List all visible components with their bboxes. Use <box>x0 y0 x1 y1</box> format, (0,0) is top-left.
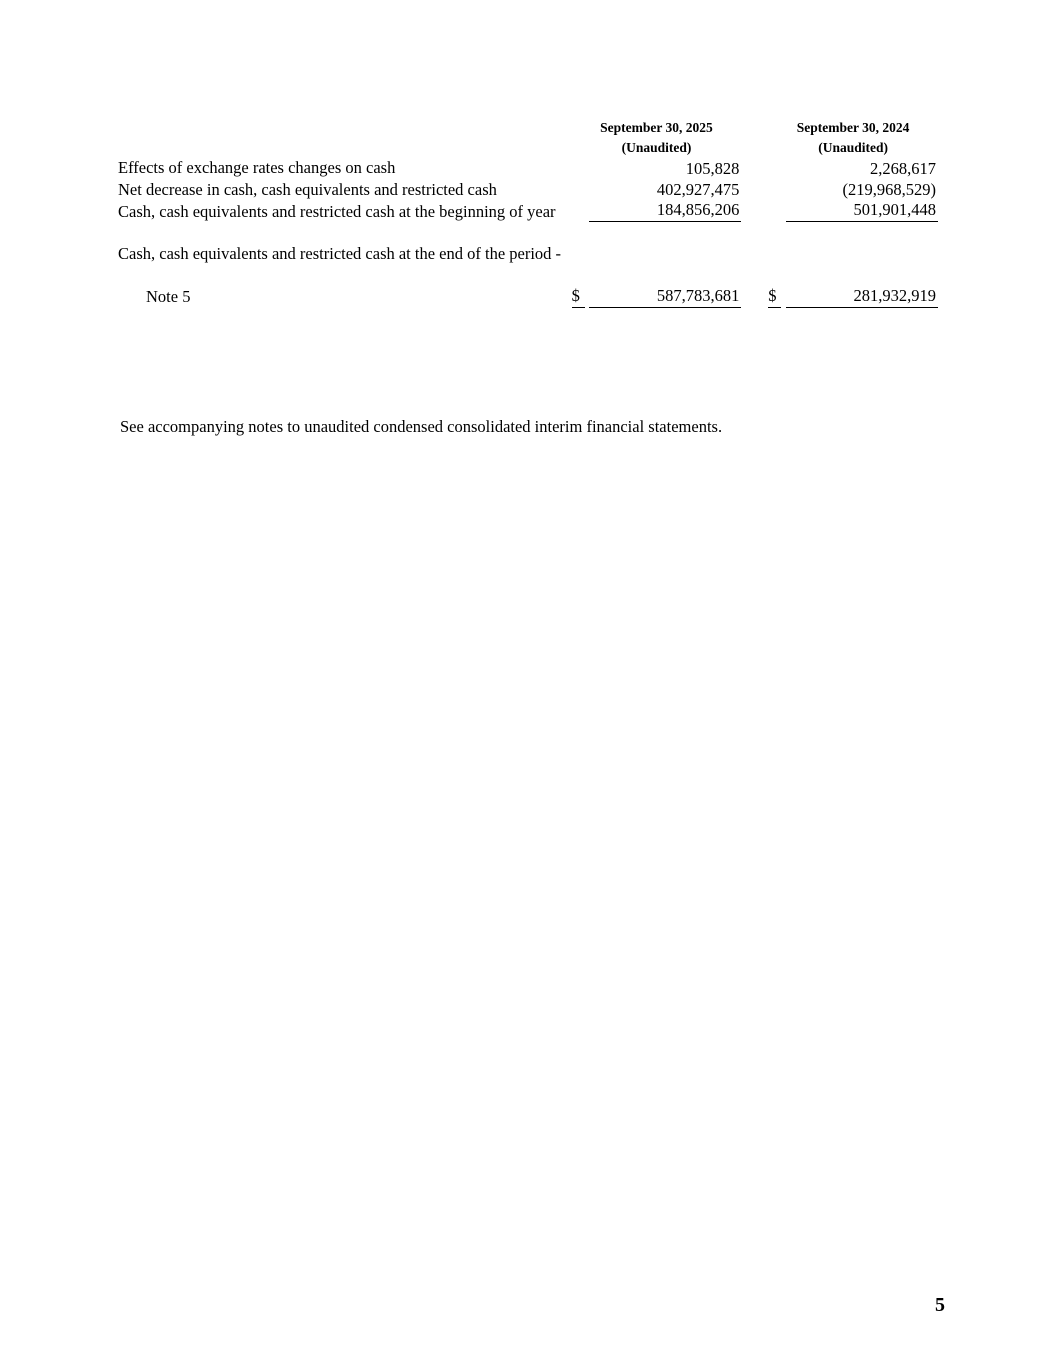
row-currency-2025-text: $ <box>572 286 585 308</box>
row-value-2024 <box>786 222 938 308</box>
column-header-2024 <box>768 118 938 157</box>
row-label: Cash, cash equivalents and restricted cash at the beginning of year <box>118 201 556 221</box>
header-spacer <box>741 118 768 157</box>
row-spacer <box>741 222 768 308</box>
row-spacer <box>741 157 768 178</box>
column-header-2025 <box>572 118 742 157</box>
row-value-2024 <box>786 179 938 200</box>
financial-table <box>118 118 938 308</box>
table-row <box>118 179 938 200</box>
row-label-total-line2: Note 5 <box>146 287 191 307</box>
row-value-2025 <box>589 200 741 222</box>
row-value-2025-text: 587,783,681 <box>589 286 741 308</box>
row-currency-2024 <box>768 200 786 222</box>
column-header-2024-date: September 30, 2024 <box>796 120 910 135</box>
column-header-2025-status: (Unaudited) <box>621 139 692 155</box>
row-value-2025 <box>589 222 741 308</box>
row-currency-2024 <box>768 157 786 178</box>
row-label: Net decrease in cash, cash equivalents and restricted cash <box>118 179 497 199</box>
row-value-2024 <box>786 157 938 178</box>
row-currency-2024 <box>768 222 786 308</box>
footnote-text: See accompanying notes to unaudited condensed consolidated interim financial statements. <box>120 417 723 436</box>
row-spacer <box>741 179 768 200</box>
row-currency-2025 <box>572 157 590 178</box>
page-number: 5 <box>935 1294 945 1316</box>
row-value-2024-text: (219,968,529) <box>842 180 936 199</box>
row-currency-2025 <box>572 222 590 308</box>
row-value-2025-text: 184,856,206 <box>589 200 741 222</box>
row-value-2025 <box>589 157 741 178</box>
cash-flow-statement-table <box>118 118 938 308</box>
row-spacer <box>741 200 768 222</box>
row-value-2025-text: 402,927,475 <box>656 180 740 199</box>
row-currency-2025 <box>572 179 590 200</box>
row-value-2024-text: 501,901,448 <box>786 200 938 222</box>
row-value-2024 <box>786 200 938 222</box>
row-label-total-line1: Cash, cash equivalents and restricted cash at the end of the period - <box>118 244 562 264</box>
row-value-2025-text: 105,828 <box>685 158 740 178</box>
column-header-2025-date: September 30, 2025 <box>600 120 713 135</box>
row-currency-2025 <box>572 200 590 222</box>
table-row <box>118 200 938 222</box>
row-label-total <box>118 222 572 308</box>
table-row-total <box>118 222 938 308</box>
row-currency-2024-text: $ <box>768 286 781 308</box>
row-value-2024-text: 281,932,919 <box>786 286 938 308</box>
header-blank <box>118 118 572 157</box>
table-row <box>118 157 938 178</box>
row-label: Effects of exchange rates changes on cash <box>118 158 396 178</box>
table-header-row <box>118 118 938 157</box>
row-value-2024-text: 2,268,617 <box>870 158 936 178</box>
column-header-2024-status: (Unaudited) <box>818 139 888 155</box>
row-value-2025 <box>589 179 741 200</box>
row-currency-2024 <box>768 179 786 200</box>
